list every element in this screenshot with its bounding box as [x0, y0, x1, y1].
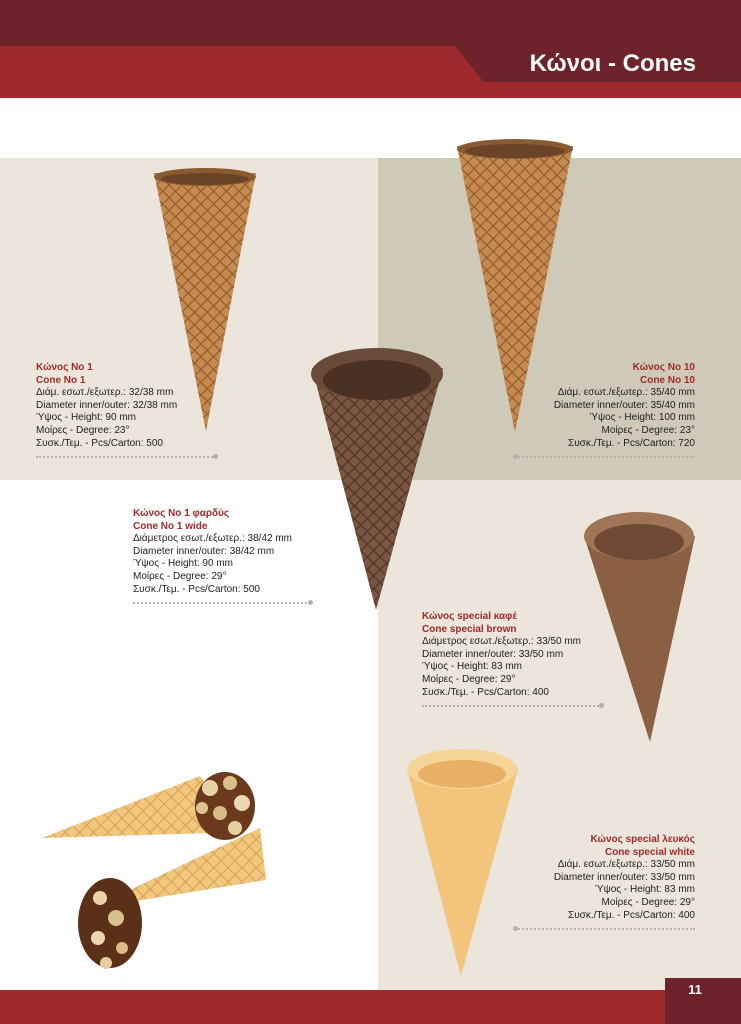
header-top-band	[0, 0, 741, 46]
product-name-en: Cone special brown	[422, 623, 517, 635]
filled-cones-image	[30, 768, 270, 978]
product-info-cone-special-brown	[422, 611, 602, 707]
spec-height: Ύψος - Height: 83 mm	[595, 884, 695, 896]
spec-degree: Μοίρες - Degree: 29°	[133, 570, 227, 582]
spec-pcs-carton: Συσκ./Τεμ. - Pcs/Carton: 400	[568, 909, 695, 921]
product-info-cone-no10	[515, 362, 695, 458]
spec-degree: Μοίρες - Degree: 23°	[36, 424, 130, 436]
spec-degree: Μοίρες - Degree: 29°	[422, 673, 516, 685]
spec-pcs-carton: Συσκ./Τεμ. - Pcs/Carton: 500	[36, 437, 163, 449]
spec-pcs-carton: Συσκ./Τεμ. - Pcs/Carton: 500	[133, 583, 260, 595]
product-name-gr: Κώνος special καφέ	[422, 611, 517, 622]
spec-diameter-en: Diameter inner/outer: 33/50 mm	[422, 648, 564, 660]
product-name-gr: Κώνος No 1	[36, 362, 93, 373]
spec-diameter-gr: Διάμ. εσωτ./εξωτερ.: 32/38 mm	[36, 387, 174, 399]
spec-diameter-gr: Διάμ. εσωτ./εξωτερ.: 35/40 mm	[557, 387, 695, 399]
product-name-en: Cone No 1 wide	[133, 520, 208, 532]
dotted-divider	[515, 456, 695, 458]
spec-height: Ύψος - Height: 83 mm	[422, 661, 522, 673]
spec-diameter-gr: Διάμ. εσωτ./εξωτερ.: 33/50 mm	[557, 859, 695, 871]
product-name-en: Cone No 1	[36, 374, 86, 386]
spec-height: Ύψος - Height: 100 mm	[589, 412, 695, 424]
footer-band	[0, 990, 741, 1024]
cone-special-white-image	[405, 744, 520, 980]
product-name-gr: Κώνος No 10	[632, 362, 695, 373]
product-info-cone-no1	[36, 362, 216, 458]
product-name-en: Cone No 10	[639, 374, 695, 386]
spec-height: Ύψος - Height: 90 mm	[133, 558, 233, 570]
page-title: Κώνοι - Cones	[529, 50, 696, 77]
product-name-en: Cone special white	[604, 846, 695, 858]
product-name-gr: Κώνος special λευκός	[590, 834, 695, 845]
product-info-cone-no1-wide	[133, 508, 311, 604]
spec-pcs-carton: Συσκ./Τεμ. - Pcs/Carton: 400	[422, 686, 549, 698]
spec-diameter-en: Diameter inner/outer: 35/40 mm	[553, 399, 695, 411]
spec-pcs-carton: Συσκ./Τεμ. - Pcs/Carton: 720	[568, 437, 695, 449]
spec-diameter-gr: Διάμετρος εσωτ./εξωτερ.: 33/50 mm	[422, 636, 581, 648]
spec-diameter-en: Diameter inner/outer: 33/50 mm	[553, 871, 695, 883]
product-info-cone-special-white	[515, 834, 695, 930]
dotted-divider	[515, 928, 695, 930]
spec-diameter-en: Diameter inner/outer: 32/38 mm	[36, 399, 178, 411]
dotted-divider	[133, 602, 311, 604]
page-number: 11	[688, 982, 702, 997]
cone-no1-wide-image	[310, 346, 445, 614]
spec-height: Ύψος - Height: 90 mm	[36, 412, 136, 424]
product-name-gr: Κώνος No 1 φαρδύς	[133, 508, 230, 519]
spec-degree: Μοίρες - Degree: 29°	[601, 896, 695, 908]
spec-diameter-gr: Διάμετρος εσωτ./εξωτερ.: 38/42 mm	[133, 533, 292, 545]
spec-degree: Μοίρες - Degree: 23°	[601, 424, 695, 436]
dotted-divider	[422, 705, 602, 707]
dotted-divider	[36, 456, 216, 458]
spec-diameter-en: Diameter inner/outer: 38/42 mm	[133, 545, 275, 557]
